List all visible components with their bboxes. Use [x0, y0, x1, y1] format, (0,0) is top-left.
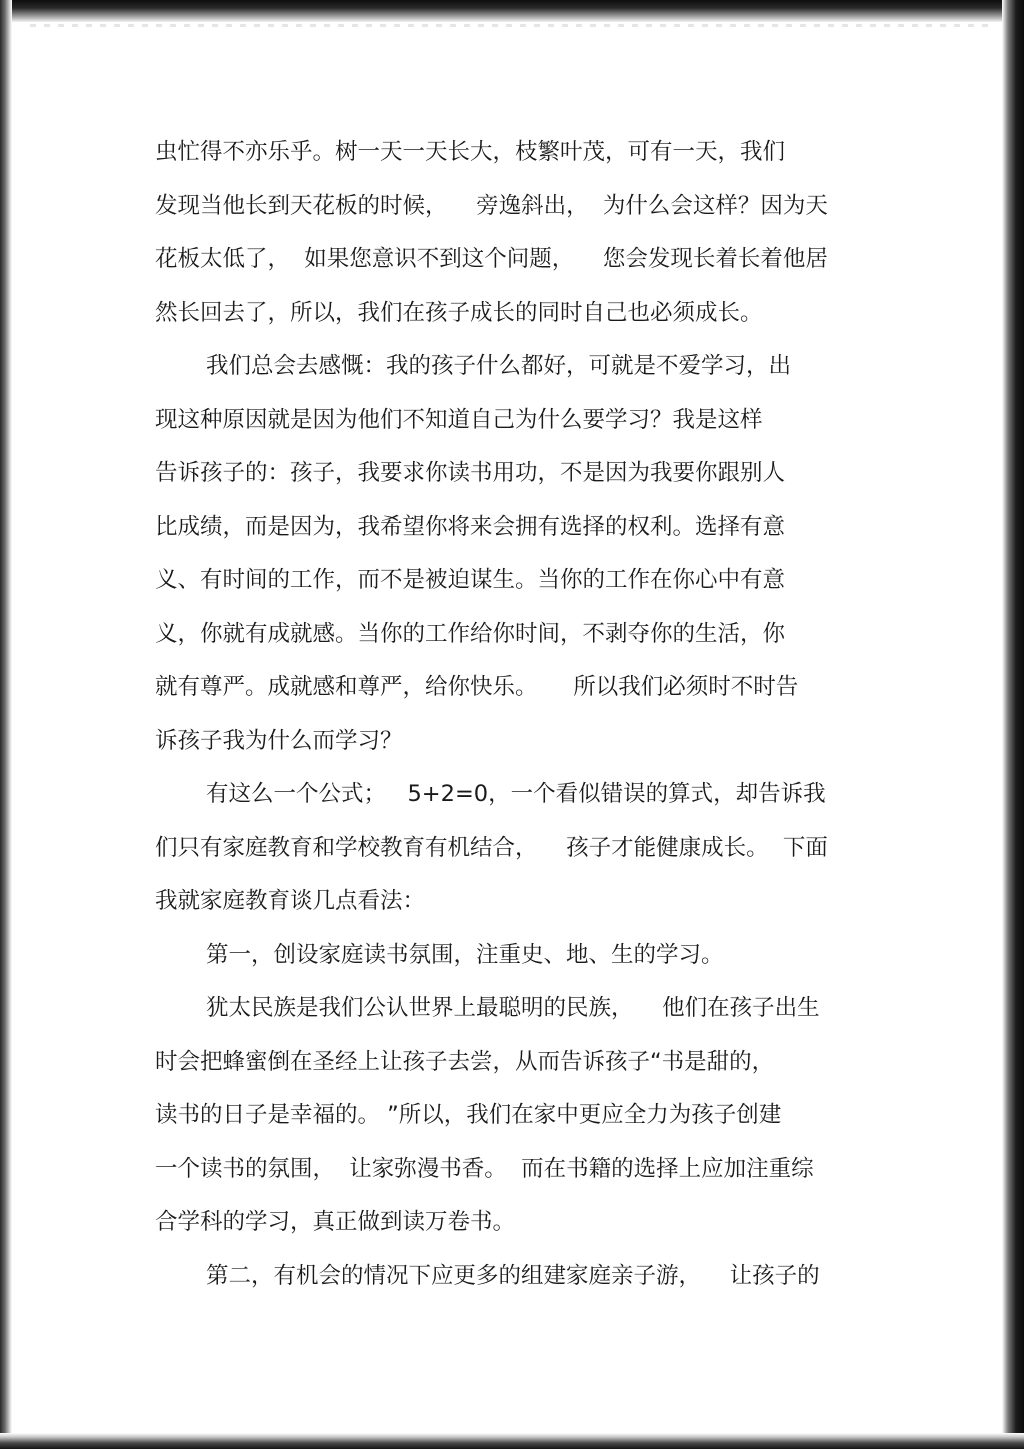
text-line: 时会把蜂蜜倒在圣经上让孩子去尝，从而告诉孩子“书是甜的， [155, 1048, 775, 1075]
text-line: 虫忙得不亦乐乎。树一天一天长大，枝繁叶茂，可有一天，我们 [155, 139, 786, 165]
text-line: 义，你就有成就感。当你的工作给你时间，不剥夺你的生活，你 [155, 620, 786, 647]
text-line: 花板太低了， 如果您意识不到这个问题， 您会发现长着长着他居 [155, 246, 828, 272]
text-line: 一个读书的氛围， 让家弥漫书香。 而在书籍的选择上应加注重综 [155, 1155, 814, 1182]
text-line: 现这种原因就是因为他们不知道自己为什么要学习？我是这样 [155, 406, 763, 433]
text-line: 有这么一个公式； 5+2=0，一个看似错误的算式，却告诉我 [206, 781, 826, 807]
text-line: 义、有时间的工作，而不是被迫谋生。当你的工作在你心中有意 [155, 567, 786, 593]
scan-noise-line [30, 24, 990, 27]
text-line: 就有尊严。成就感和尊严，给你快乐。 所以我们必须时不时告 [155, 674, 799, 700]
text-line: 发现当他长到天花板的时候， 旁逸斜出， 为什么会这样？因为天 [155, 192, 828, 219]
scan-border-right [1002, 0, 1024, 1449]
text-line: 第一，创设家庭读书氛围，注重史、地、生的学习。 [206, 941, 724, 968]
scan-border-top [0, 0, 1024, 22]
scan-border-bottom [0, 1433, 1024, 1449]
text-line: 第二，有机会的情况下应更多的组建家庭亲子游， 让孩子的 [206, 1262, 820, 1289]
text-line: 读书的日子是幸福的。 ”所以，我们在家中更应全力为孩子创建 [155, 1102, 782, 1128]
text-line: 们只有家庭教育和学校教育有机结合， 孩子才能健康成长。 下面 [155, 834, 828, 861]
body-text [155, 126, 875, 1303]
text-line: 然长回去了，所以，我们在孩子成长的同时自己也必须成长。 [155, 299, 763, 326]
text-line: 合学科的学习，真正做到读万卷书。 [155, 1209, 516, 1235]
text-line: 比成绩，而是因为，我希望你将来会拥有选择的权利。选择有意 [155, 513, 786, 540]
text-line: 我就家庭教育谈几点看法： [155, 888, 426, 914]
text-line: 我们总会去感慨：我的孩子什么都好，可就是不爱学习，出 [206, 353, 792, 379]
text-line: 告诉孩子的：孩子，我要求你读书用功，不是因为我要你跟别人 [155, 460, 786, 486]
scan-border-left [0, 0, 12, 1449]
text-line: 诉孩子我为什么而学习？ [155, 727, 403, 754]
text-line: 犹太民族是我们公认世界上最聪明的民族， 他们在孩子出生 [206, 995, 820, 1021]
